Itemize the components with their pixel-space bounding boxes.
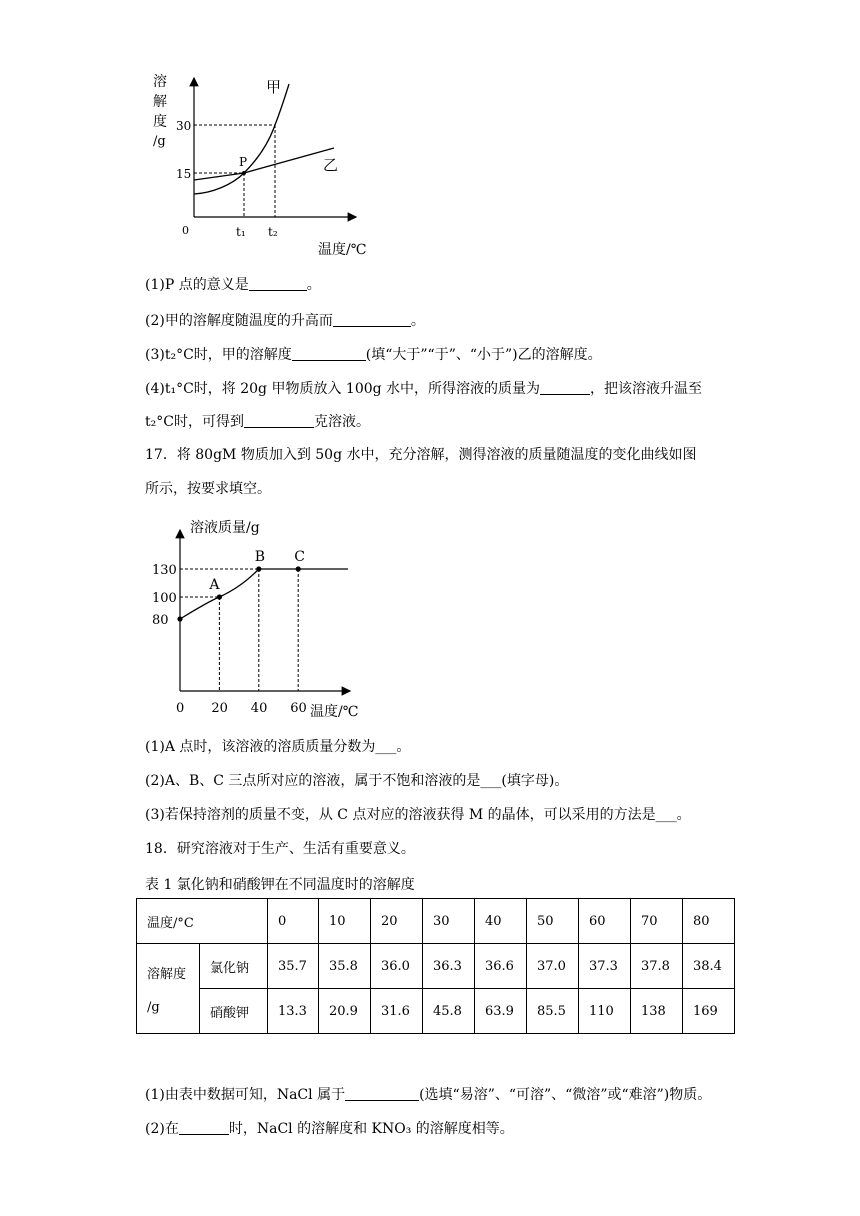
q16-part1-text: (1)P 点的意义是	[145, 277, 249, 293]
value-cell: 20.9	[319, 989, 371, 1034]
value-cell: 63.9	[475, 989, 527, 1034]
q17-stem-line2: 所示，按要求填空。	[145, 481, 271, 497]
point-label: C	[294, 549, 305, 565]
x-tick-label: 20	[211, 701, 228, 716]
q16-part4-line2	[145, 413, 370, 431]
x-axis-label: 温度/℃	[310, 704, 359, 720]
x-tick-label: 60	[290, 701, 307, 716]
answer-blank[interactable]	[292, 346, 366, 361]
x-axis-label: 温度/℃	[318, 242, 367, 258]
q16-part2-text: (2)甲的溶解度随温度的升高而	[145, 313, 333, 329]
row-group-line1: 溶解度	[147, 966, 187, 982]
solubility-curve-figure	[140, 66, 380, 262]
q16-part4-line1	[145, 380, 702, 398]
answer-blank[interactable]	[540, 380, 590, 395]
temp-cell: 60	[579, 899, 631, 944]
point-p-marker	[242, 171, 246, 175]
q16-part4-end: 克溶液。	[313, 414, 370, 430]
temp-cell: 30	[423, 899, 475, 944]
y-axis-char: 溶	[153, 74, 167, 90]
q18-part1-text: (1)由表中数据可知，NaCl 属于	[145, 1087, 346, 1103]
q16-part4-mid: ，把该溶液升温至	[590, 381, 703, 397]
y-tick-label: 80	[152, 613, 169, 628]
value-cell: 37.3	[579, 944, 631, 989]
q18-part2-end: 时，NaCl 的溶解度和 KNO₃ 的溶解度相等。	[228, 1121, 514, 1137]
value-cell: 13.3	[268, 989, 319, 1034]
answer-blank[interactable]	[244, 413, 314, 428]
x-tick-label: 40	[250, 701, 268, 716]
value-cell: 36.6	[475, 944, 527, 989]
data-point	[217, 594, 222, 599]
value-cell: 36.0	[371, 944, 423, 989]
point-p-label: P	[239, 155, 248, 169]
data-point	[296, 566, 301, 571]
value-cell: 37.0	[527, 944, 579, 989]
solubility-table	[136, 898, 735, 1034]
x-tick-t2: t₂	[268, 225, 278, 239]
answer-blank[interactable]	[179, 1120, 229, 1135]
temp-cell: 0	[268, 899, 319, 944]
row-name: 硝酸钾	[200, 989, 268, 1034]
y-tick-30: 30	[176, 119, 192, 133]
point-label: B	[254, 549, 266, 565]
q16-part1-end: 。	[306, 277, 321, 293]
table-header-row	[137, 899, 735, 944]
curve-yi	[194, 148, 334, 180]
value-cell: 138	[631, 989, 683, 1034]
data-point	[256, 566, 261, 571]
table-caption: 表 1 氯化钠和硝酸钾在不同温度时的溶解度	[145, 877, 415, 893]
y-tick-label: 100	[152, 591, 177, 606]
solution-mass-chart	[140, 512, 380, 726]
row-name: 氯化钠	[200, 944, 268, 989]
y-axis-char: 解	[153, 94, 167, 110]
value-cell: 35.8	[319, 944, 371, 989]
table-header-label: 温度/°C	[137, 899, 268, 944]
value-cell: 110	[579, 989, 631, 1034]
answer-blank[interactable]	[333, 312, 411, 327]
x-tick-label: 0	[176, 701, 185, 716]
q17-part3: (3)若保持溶剂的质量不变，从 C 点对应的溶液获得 M 的晶体，可以采用的方法是___。	[145, 807, 691, 823]
q16-part2	[145, 312, 425, 330]
value-cell: 38.4	[683, 944, 735, 989]
x-tick-t1: t₁	[236, 225, 246, 239]
y-axis-label: 溶液质量/g	[190, 520, 260, 536]
q16-part3	[145, 346, 602, 364]
q16-part3-end: (填“大于”“于”、“小于”)乙的溶解度。	[365, 347, 602, 363]
series-label-yi: 乙	[323, 156, 339, 174]
table-row	[137, 989, 735, 1034]
value-cell: 85.5	[527, 989, 579, 1034]
answer-blank[interactable]	[345, 1086, 419, 1101]
answer-blank[interactable]	[249, 276, 307, 291]
y-axis-char: 度	[153, 114, 167, 130]
series-label-jia: 甲	[266, 78, 282, 96]
data-point	[177, 616, 182, 621]
value-cell: 31.6	[371, 989, 423, 1034]
value-cell: 35.7	[268, 944, 319, 989]
q17-part2: (2)A、B、C 三点所对应的溶液，属于不饱和溶液的是___(填字母)。	[145, 773, 569, 789]
row-group-label	[137, 944, 200, 1034]
q18-part1-end: (选填“易溶”、“可溶”、“微溶”或“难溶”)物质。	[419, 1087, 712, 1103]
q16-part4-text: (4)t₁°C时，将 20g 甲物质放入 100g 水中，所得溶液的质量为	[145, 381, 541, 397]
row-group-line2: /g	[147, 999, 160, 1015]
point-label: A	[209, 577, 220, 593]
q16-part2-end: 。	[410, 313, 425, 329]
q18-part2	[145, 1120, 514, 1138]
q17-stem-line1: 17．将 80gM 物质加入到 50g 水中，充分溶解，测得溶液的质量随温度的变化曲线如图	[145, 447, 697, 463]
value-cell: 37.8	[631, 944, 683, 989]
value-cell: 45.8	[423, 989, 475, 1034]
y-axis-char: /g	[153, 134, 166, 149]
q18-intro: 18．研究溶液对于生产、生活有重要意义。	[145, 841, 415, 857]
q16-part3-text: (3)t₂°C时，甲的溶解度	[145, 347, 292, 363]
q16-part1	[145, 276, 321, 294]
origin-label: 0	[182, 224, 189, 237]
temp-cell: 80	[683, 899, 735, 944]
mass-curve	[180, 569, 348, 619]
temp-cell: 20	[371, 899, 423, 944]
q17-part1: (1)A 点时，该溶液的溶质质量分数为___。	[145, 739, 411, 755]
value-cell: 36.3	[423, 944, 475, 989]
value-cell: 169	[683, 989, 735, 1034]
temp-cell: 50	[527, 899, 579, 944]
y-tick-15: 15	[176, 167, 192, 181]
temp-cell: 40	[475, 899, 527, 944]
table-row	[137, 944, 735, 989]
y-tick-label: 130	[152, 563, 177, 578]
q18-part2-text: (2)在	[145, 1121, 179, 1137]
q16-part4-text2: t₂°C时，可得到	[145, 414, 244, 430]
temp-cell: 10	[319, 899, 371, 944]
temp-cell: 70	[631, 899, 683, 944]
q18-part1	[145, 1086, 711, 1104]
